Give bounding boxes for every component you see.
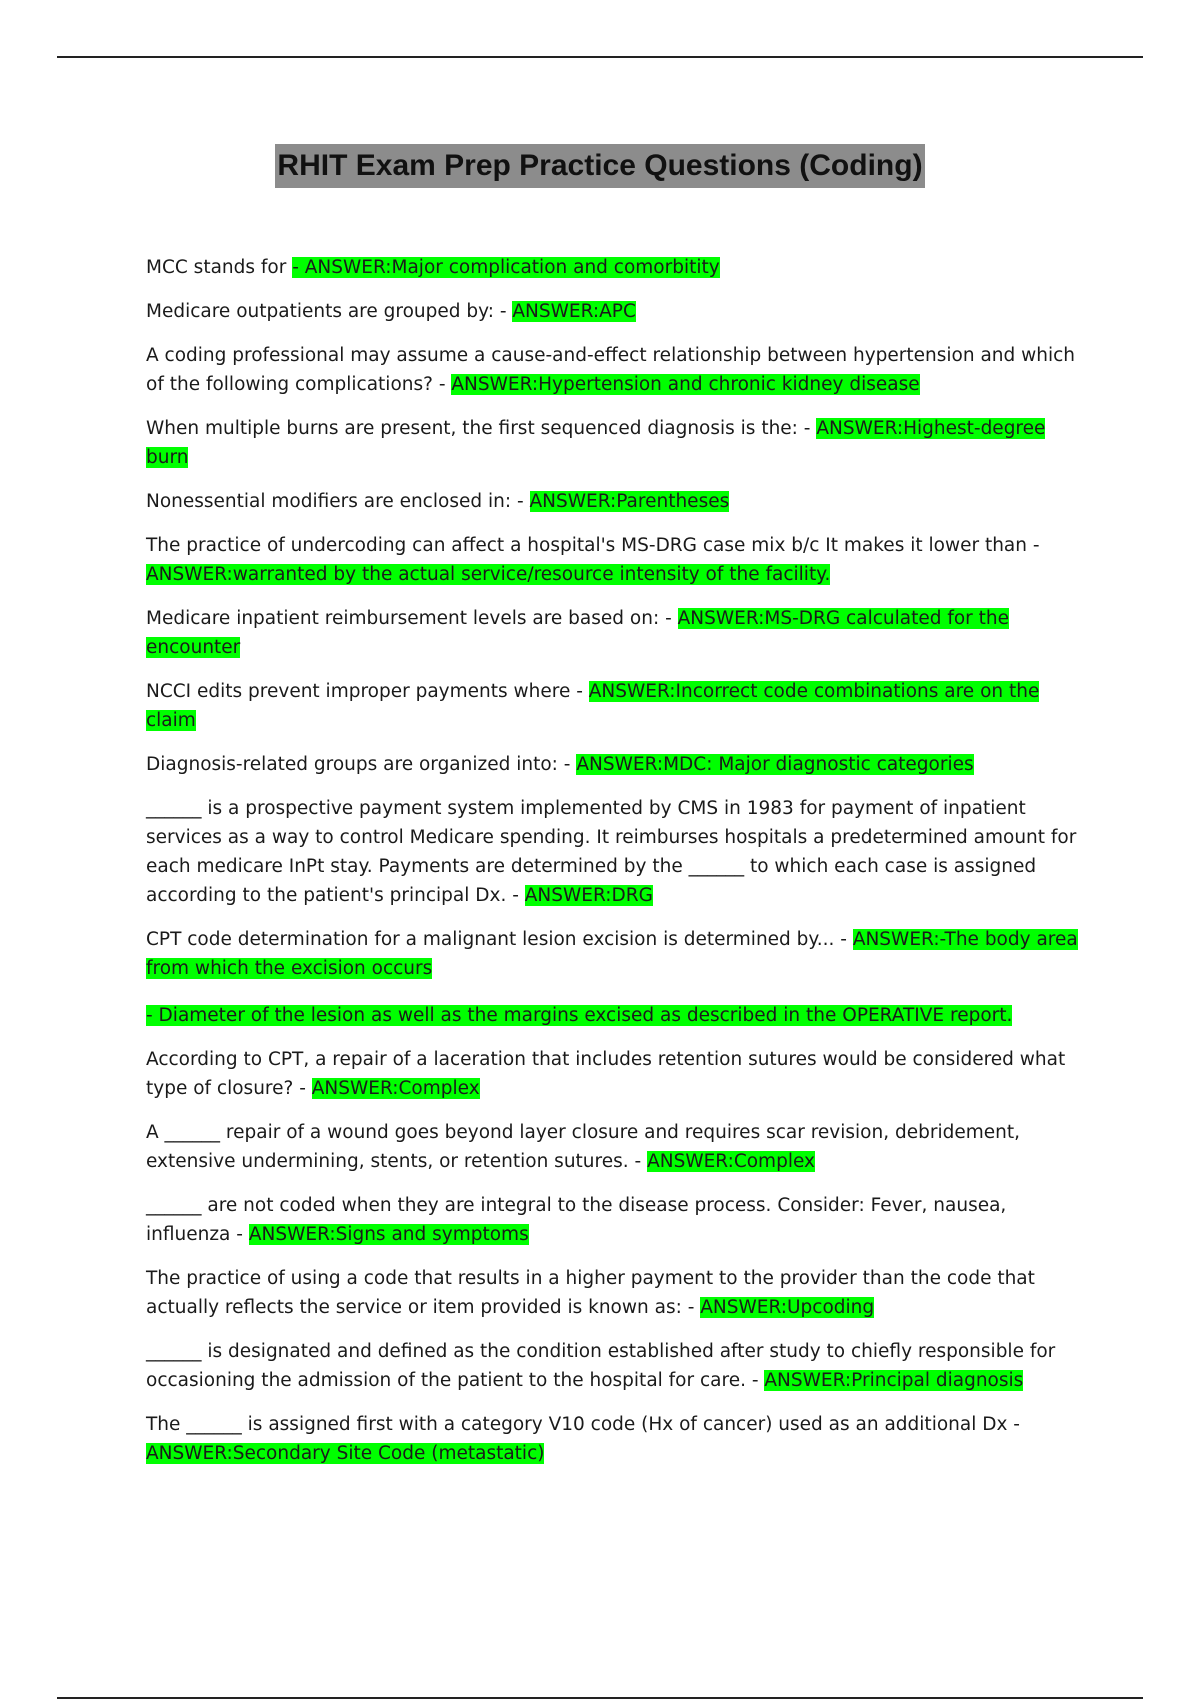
- answer-text: ANSWER:Highest-degree burn: [146, 418, 1046, 468]
- qa-item: [146, 604, 1086, 662]
- qa-item: [146, 297, 1086, 326]
- qa-list: [146, 253, 1086, 1483]
- document-title: RHIT Exam Prep Practice Questions (Coding): [275, 144, 924, 188]
- answer-text: ANSWER:Principal diagnosis: [764, 1370, 1024, 1391]
- answer-text: ANSWER:MDC: Major diagnostic categories: [576, 754, 974, 775]
- question-text: A ______ repair of a wound goes beyond layer closure and requires scar revision, debridement, extensive undermining, stents, or retention sutures. -: [146, 1122, 1020, 1172]
- answer-text: ANSWER:warranted by the actual service/resource intensity of the facility.: [146, 564, 831, 585]
- question-text: Medicare inpatient reimbursement levels are based on: -: [146, 608, 678, 629]
- top-rule: [57, 56, 1143, 58]
- qa-item: [146, 1410, 1086, 1468]
- question-text: Diagnosis-related groups are organized into: -: [146, 754, 577, 775]
- answer-text: ANSWER:-The body area from which the excision occurs: [146, 929, 1078, 979]
- qa-item: [146, 1191, 1086, 1249]
- question-text: Nonessential modifiers are enclosed in: -: [146, 491, 530, 512]
- answer-text: ANSWER:Complex: [311, 1078, 480, 1099]
- question-text: CPT code determination for a malignant lesion excision is determined by... -: [146, 929, 853, 950]
- answer-text: ANSWER:APC: [512, 301, 636, 322]
- answer-text: - ANSWER:Major complication and comorbitity: [292, 257, 720, 278]
- question-text: According to CPT, a repair of a laceration that includes retention sutures would be considered what type of closure? -: [146, 1049, 1066, 1099]
- answer-text: ANSWER:Signs and symptoms: [248, 1224, 529, 1245]
- qa-item: [146, 677, 1086, 735]
- qa-item: [146, 414, 1086, 472]
- qa-item: [146, 253, 1086, 282]
- bottom-rule: [57, 1697, 1143, 1699]
- qa-item: [146, 1001, 1086, 1030]
- answer-text: ANSWER:DRG: [524, 885, 653, 906]
- question-text: NCCI edits prevent improper payments where -: [146, 681, 589, 702]
- question-text: ______ is designated and defined as the condition established after study to chiefly responsible for occasioning the admission of the patient to the hospital for care. -: [146, 1341, 1056, 1391]
- question-text: Medicare outpatients are grouped by: -: [146, 301, 513, 322]
- question-text: The practice of using a code that results in a higher payment to the provider than the code that actually reflects the service or item provided is known as: -: [146, 1268, 1035, 1318]
- question-text: The practice of undercoding can affect a hospital's MS-DRG case mix b/c It makes it lower than -: [146, 535, 1040, 556]
- answer-text: ANSWER:Complex: [647, 1151, 815, 1172]
- qa-item: [146, 794, 1086, 910]
- qa-item: [146, 487, 1086, 516]
- question-text: ______ is a prospective payment system implemented by CMS in 1983 for payment of inpatient services as a way to control Medicare spending. It reimburses hospitals a predetermined amount for each medicare InPt stay. Payments are determined by the ______ to which each case is assigned according to the patient's principal Dx. -: [146, 798, 1077, 906]
- question-text: MCC stands for: [146, 257, 293, 278]
- answer-text: - Diameter of the lesion as well as the margins excised as described in the OPERATIVE report.: [146, 1005, 1013, 1026]
- qa-item: [146, 750, 1086, 779]
- title-container: [0, 144, 1200, 188]
- qa-item: [146, 531, 1086, 589]
- qa-item: [146, 1118, 1086, 1176]
- answer-text: ANSWER:Parentheses: [529, 491, 730, 512]
- qa-item: [146, 1264, 1086, 1322]
- answer-text: ANSWER:Upcoding: [700, 1297, 875, 1318]
- question-text: A coding professional may assume a cause-and-effect relationship between hypertension and which of the following complications? -: [146, 345, 1076, 395]
- answer-text: ANSWER:Secondary Site Code (metastatic): [146, 1443, 545, 1464]
- answer-text: ANSWER:MS-DRG calculated for the encounter: [146, 608, 1010, 658]
- qa-item: [146, 1045, 1086, 1103]
- question-text: The ______ is assigned first with a category V10 code (Hx of cancer) used as an additional Dx -: [146, 1414, 1020, 1435]
- answer-text: ANSWER:Incorrect code combinations are on the claim: [146, 681, 1040, 731]
- qa-item: [146, 341, 1086, 399]
- question-text: ______ are not coded when they are integral to the disease process. Consider: Fever, nausea, influenza -: [146, 1195, 1007, 1245]
- question-text: When multiple burns are present, the first sequenced diagnosis is the: -: [146, 418, 817, 439]
- answer-text: ANSWER:Hypertension and chronic kidney disease: [451, 374, 920, 395]
- qa-item: [146, 1337, 1086, 1395]
- qa-item: [146, 925, 1086, 983]
